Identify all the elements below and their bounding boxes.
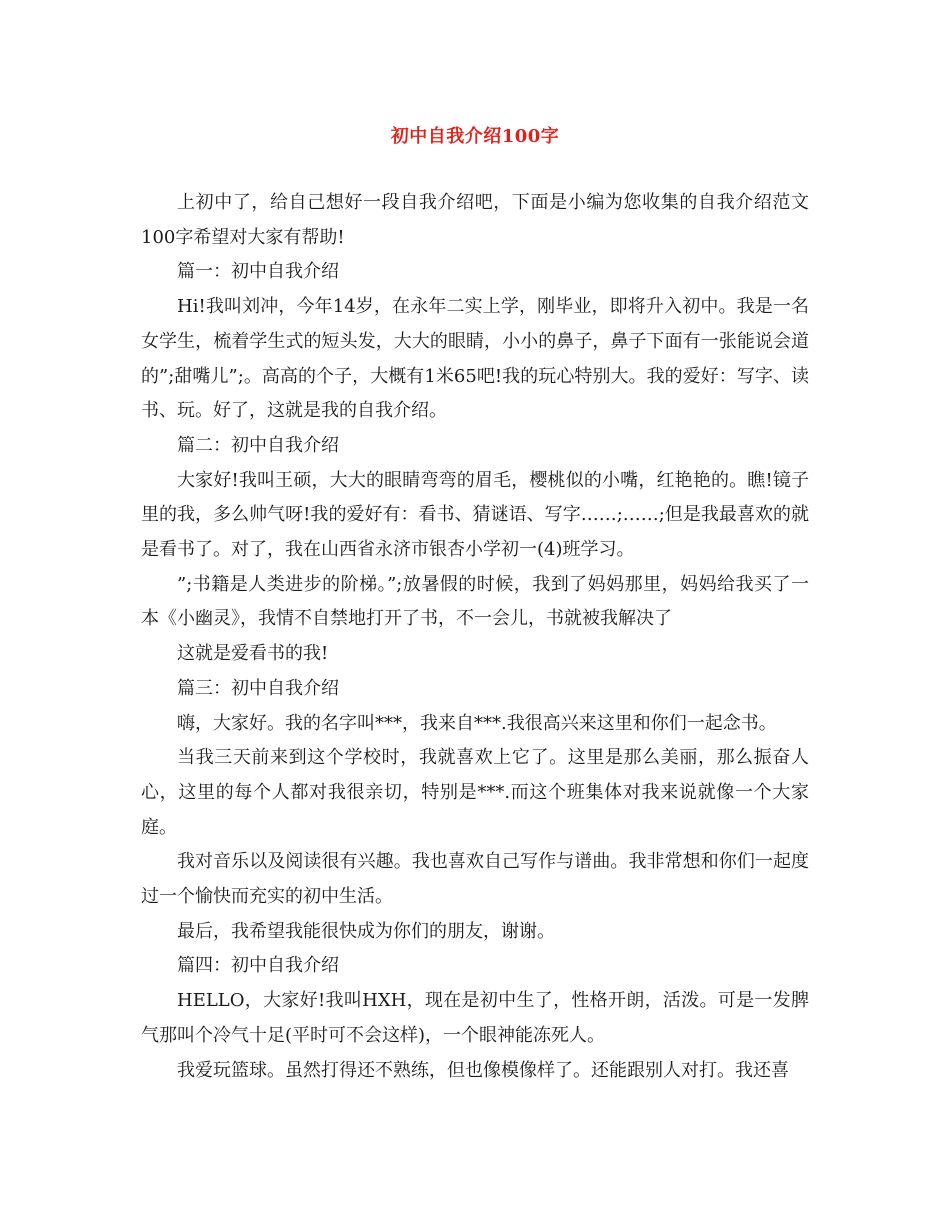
paragraph: 嗨，大家好。我的名字叫***，我来自***.我很高兴来这里和你们一起念书。 <box>177 712 777 734</box>
document-body <box>141 186 809 1088</box>
section-heading-1: 篇一：初中自我介绍 <box>177 261 339 283</box>
section-heading-2: 篇二：初中自我介绍 <box>177 434 339 456</box>
paragraph: ”;书籍是人类进步的阶梯。”;放暑假的时候，我到了妈妈那里，妈妈给我买了一本《小幽灵》，我情不自禁地打开了书，不一会儿，书就被我解决了 <box>141 573 809 630</box>
paragraph: 我爱玩篮球。虽然打得还不熟练，但也像模像样了。还能跟别人对打。我还喜 <box>177 1059 789 1081</box>
section-heading-4: 篇四：初中自我介绍 <box>177 955 339 977</box>
intro-paragraph: 上初中了，给自己想好一段自我介绍吧，下面是小编为您收集的自我介绍范文100字希望对大家有帮助! <box>141 192 809 248</box>
paragraph: 我对音乐以及阅读很有兴趣。我也喜欢自己写作与谱曲。我非常想和你们一起度过一个愉快而充实的初中生活。 <box>141 851 809 908</box>
paragraph: Hi!我叫刘冲，今年14岁，在永年二实上学，刚毕业，即将升入初中。我是一名女学生，梳着学生式的短头发，大大的眼睛，小小的鼻子，鼻子下面有一张能说会道的”;甜嘴儿”;。高高的个子，大概有1米65吧!我的玩心特别大。我的爱好：写字、读书、玩。好了，这就是我的自我介绍。 <box>141 296 809 422</box>
paragraph: HELLO，大家好!我叫HXH，现在是初中生了，性格开朗，活泼。可是一发脾气那叫个冷气十足(平时可不会这样)，一个眼神能冻死人。 <box>141 990 809 1046</box>
paragraph: 这就是爱看书的我! <box>177 643 329 665</box>
paragraph: 大家好!我叫王硕，大大的眼睛弯弯的眉毛，樱桃似的小嘴，红艳艳的。瞧!镜子里的我，多么帅气呀!我的爱好有：看书、猜谜语、写字……;……;但是我最喜欢的就是看书了。对了，我在山西省永济市银杏小学初一(4)班学习。 <box>141 469 809 561</box>
paragraph: 当我三天前来到这个学校时，我就喜欢上它了。这里是那么美丽，那么振奋人心，这里的每个人都对我很亲切，特别是***.而这个班集体对我来说就像一个大家庭。 <box>141 747 809 838</box>
section-heading-3: 篇三：初中自我介绍 <box>177 677 339 699</box>
document-title: 初中自我介绍100字 <box>390 126 560 147</box>
paragraph: 最后，我希望我能很快成为你们的朋友，谢谢。 <box>177 920 555 942</box>
